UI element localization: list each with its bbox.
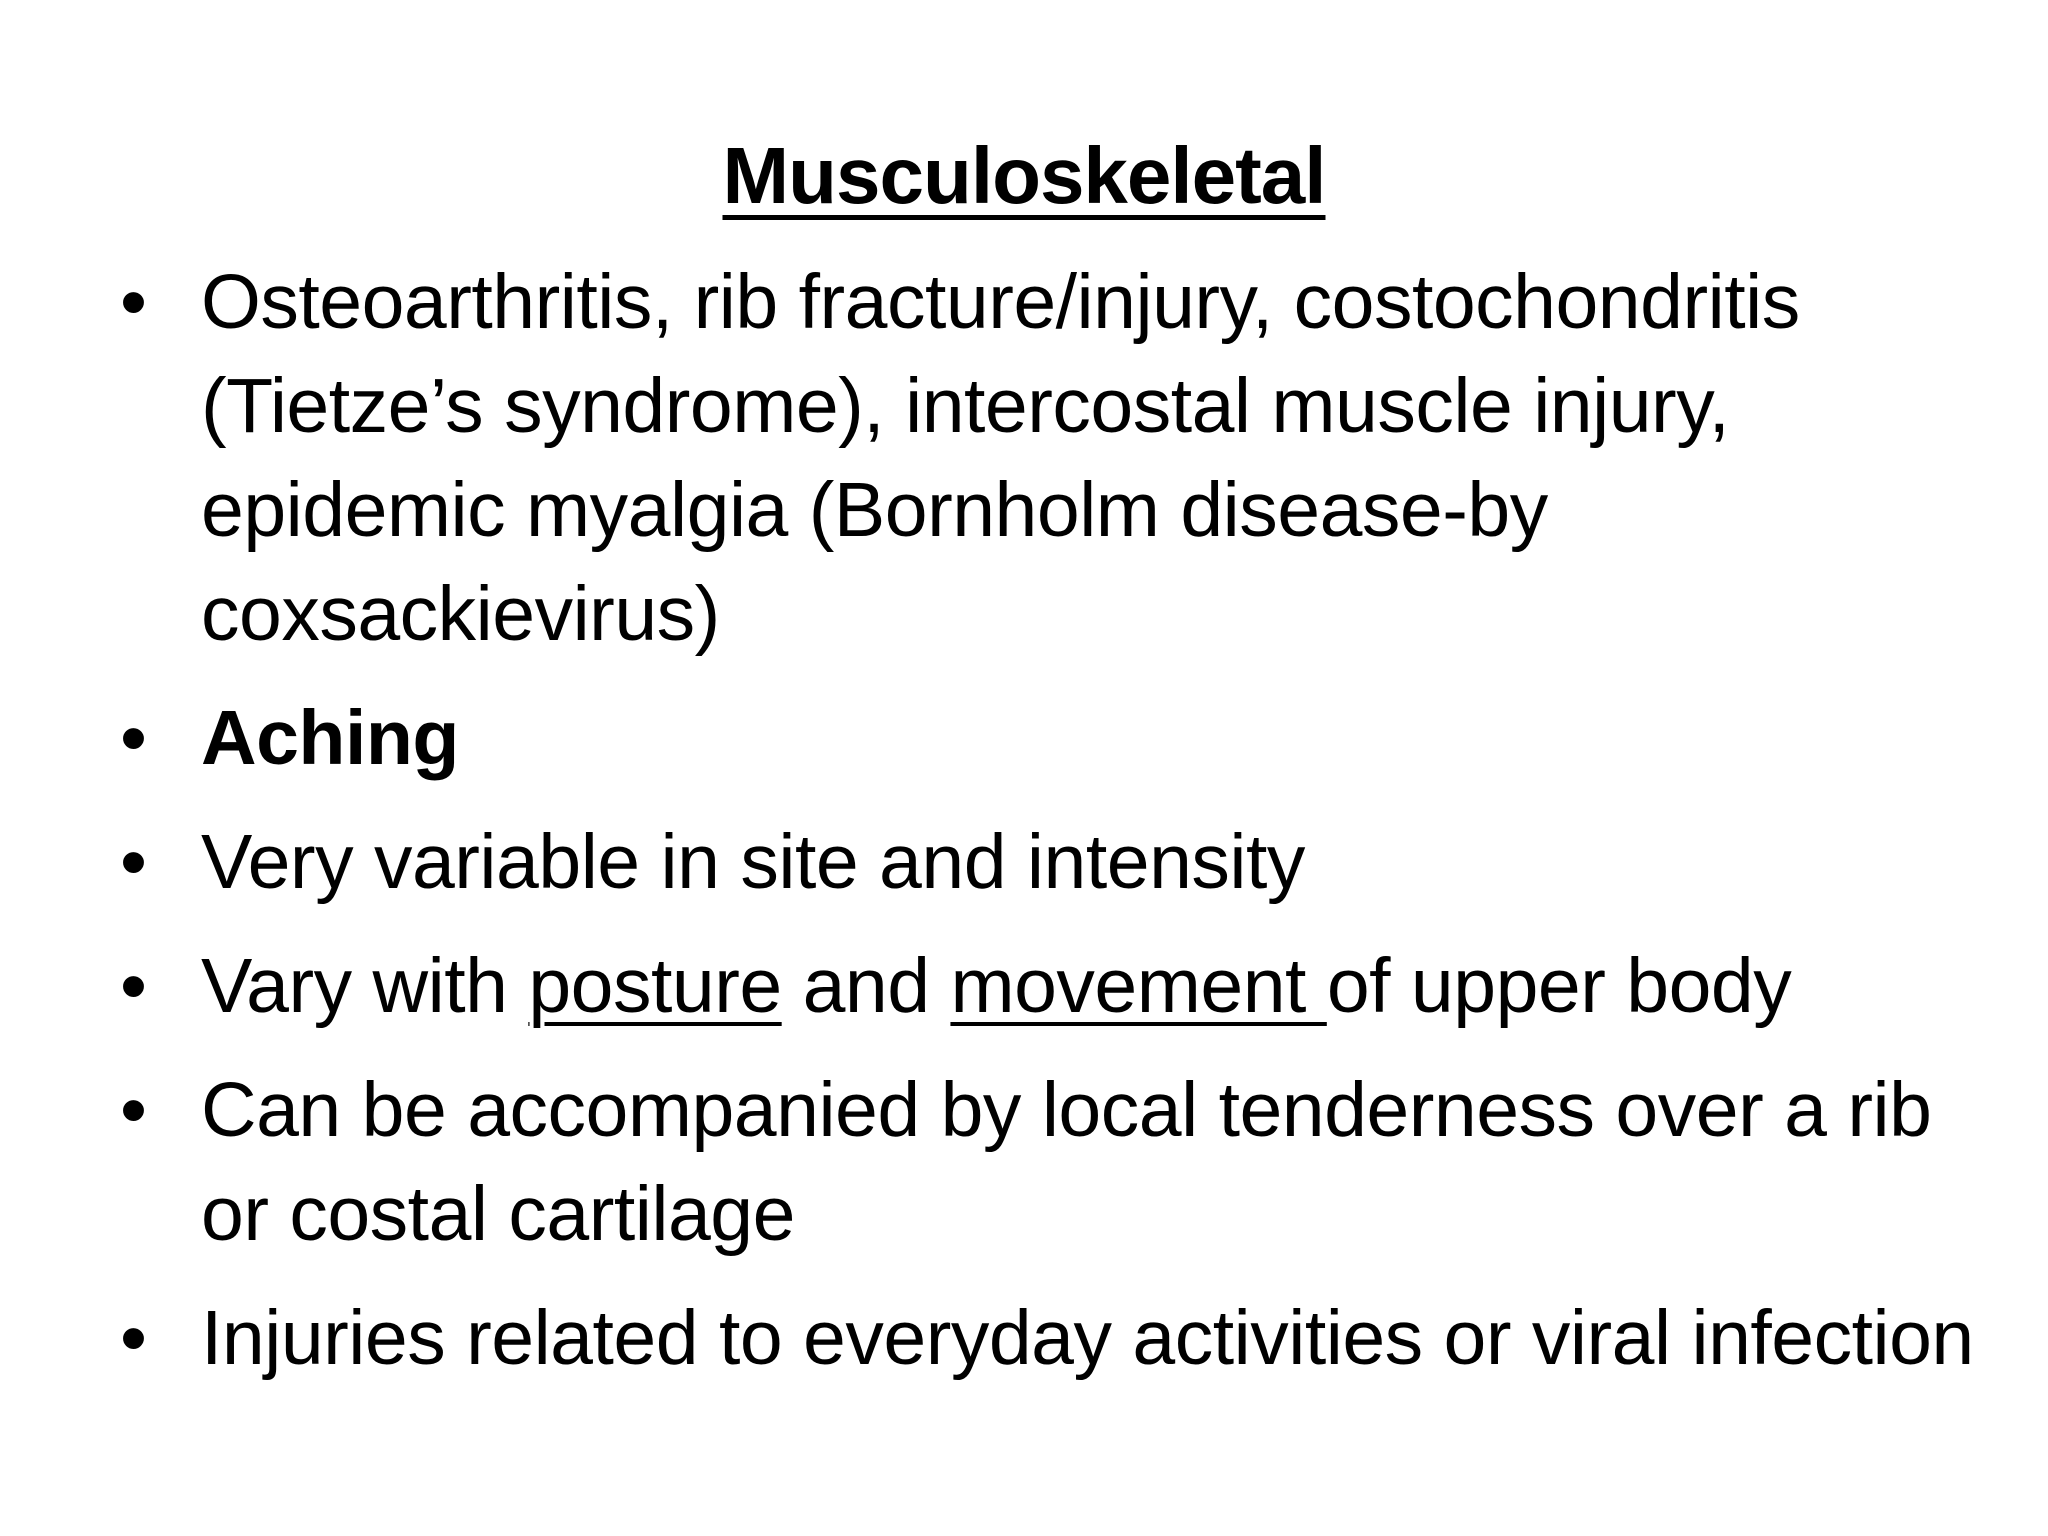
bullet-item-posture-movement <box>120 934 1980 1038</box>
bullet-icon: • <box>120 695 147 781</box>
bullet-icon: • <box>120 1067 147 1153</box>
bullet-text-part: and <box>781 943 951 1029</box>
bullet-text: Very variable in site and intensity <box>201 819 1305 905</box>
bullet-icon: • <box>120 943 147 1029</box>
bullet-item-injuries <box>120 1286 1980 1390</box>
bullet-text: Osteoarthritis, rib fracture/injury, costochondritis (Tietze’s syndrome), intercostal muscle injury, epidemic myalgia (Bornholm disease-by coxsackievirus) <box>201 259 1800 657</box>
bullet-text: Can be accompanied by local tenderness over a rib or costal cartilage <box>201 1067 1932 1257</box>
slide-title: Musculoskeletal <box>722 131 1326 220</box>
bullet-item-variability <box>120 810 1980 914</box>
bullet-icon: • <box>120 819 147 905</box>
bullet-icon: • <box>120 259 147 345</box>
bullet-text: Injuries related to everyday activities or viral infection <box>201 1295 1974 1381</box>
bullet-icon: • <box>120 1295 147 1381</box>
bullet-item-aching <box>120 686 1980 790</box>
movement-underlined: movement <box>950 943 1327 1029</box>
bullet-text-part: of upper body <box>1326 943 1792 1029</box>
posture-underlined: posture <box>528 943 782 1029</box>
bullet-text-part: Vary with <box>201 943 529 1029</box>
bullet-item-conditions <box>120 250 1980 666</box>
bullet-text: Aching <box>201 695 459 781</box>
bullet-item-tenderness <box>120 1058 1980 1266</box>
bullet-list <box>120 250 1980 1410</box>
